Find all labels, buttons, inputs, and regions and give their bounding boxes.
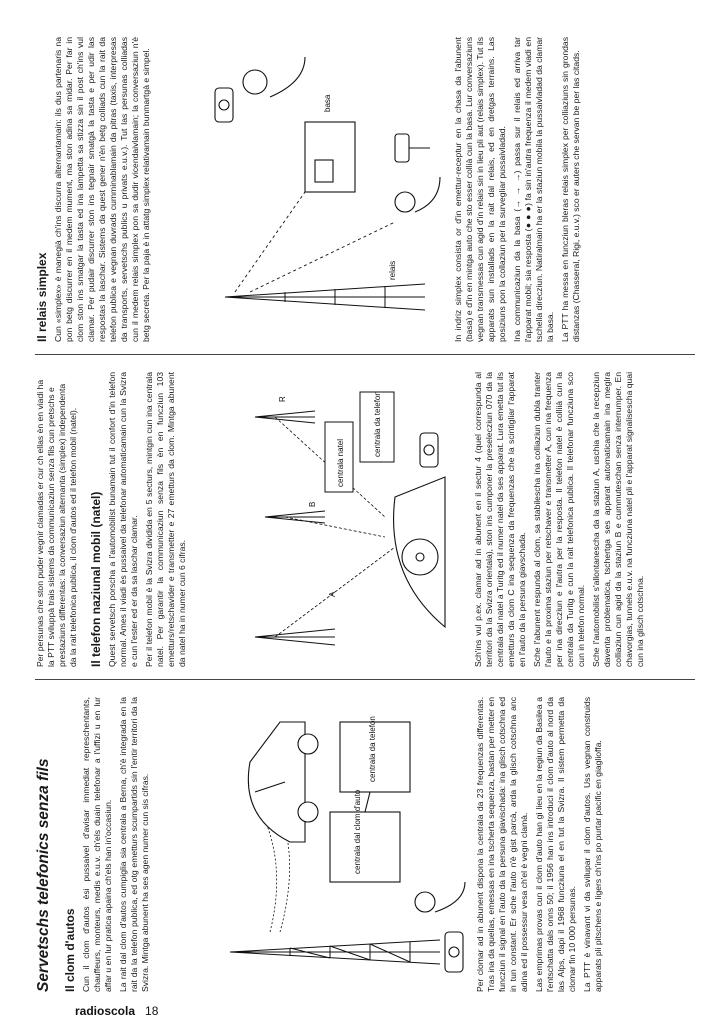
car-dashboard-icon [394,477,445,627]
radio-mast-icon [255,411,335,645]
column-car-call [35,697,695,992]
relay-mast-icon [225,284,425,310]
page-footer [75,1004,158,1018]
signal-arrows-icon [235,192,395,292]
natel-illustration [245,372,465,667]
label-car-central: centrala dal clom d'auto [353,789,362,874]
paragraph: La rait dal clom d'autos cumpiglia sia centrala a Berna, ch'è integrada en la rait da la telefon publica, ed otg emetturs scumpartids sin l'entir territori da la Svizra. Mintga abunent ha ses agen numer cun sis cifras. [118,697,150,992]
rotated-page [35,32,695,992]
paragraph: In indriz simplex consista or d'in emettur-receptur en la chasa da l'abunent (basa) e d'in en mintga auto che sto esser collià cun la basa. Lur conversaziuns vegnan transmessas cun agid d'in relais sin in lieu pli aut (relais simplex). Tut ils apparats sun installads en la rait dal relais, ed en dretgas terrains. Las posiziuns pon la collaziun per la survegliar pussaivladad. [453,37,507,342]
paragraph: Per clomar ad in abunent dispona la centrala da 23 frequenzas differentas. Tras ina da quellas, emessas en ina tscherta sequenza, bastan per metter en funcziun il signal en l'auto da la persuna giavischada: ina glisch cotschna ed in tun constant. Er sche l'auto n'è gist parcà, arda la glisch cotschna anc adina ed il possessur vesa ch'el è vegnì clamà. [475,697,529,992]
column-simplex [35,37,695,342]
page-title: Servetschs telefonics senza fils [35,758,52,992]
label-station-b: B [308,501,317,507]
car-call-illustration [210,697,470,992]
radio-microphone-icon [395,134,430,162]
section-heading-natel: Il telefon naziunal mobil (natel) [89,491,103,667]
telephone-icon [215,88,233,122]
paragraph: Cun «simplex» è manegià ch'ins discurra alternantamain: ils dus partenaris na pon betg discurrer en il medem mument, ma ston adina sa midar. Per far in clom ston ins smatgar la tasta ed ina lampetta sa stizza sin il post ch'ins vul clamar. Per pudair discurrer ston ins tegnair smatgà la tasta e per udir las respostas la laschar. Sistems da quest gener n'èn betg colliads cun la rait da telefon publica e vegnan duvrads cumminablamain da pitras (taxis, interpresas da transports, servetschs publics u privats e.u.v.). Tut las persunas colliadas cun il medem relais simplex pon sa dudir vicendaivlamain; la conversaziun n'è betg secreta. Per la paja è in attatg simplex relativamain bunmartgà e simpel. [53,37,151,342]
paragraph: Sche l'abunent respunda al clom, sa stabilescha ina colliaziun dubla tranter l'auto e la proxima staziun per retschaver e transmetter A, cun ina frequenza per ina direcziun e l'autra per la resposta. Il telefon natel è colliià cun la centrala da Turitg e cun la rait telefonica publica. Il telefonar funcziuna sco cun in telefon normal. [532,372,586,667]
paragraph: La PTT ha messa en funcziun bleras relais simplex per colliaziuns sin grondas distanzas (Chasseral, Rigi, e.u.v.) sco er auters che servan be per las citads. [560,37,581,342]
intro-text: Per persunas che ston puder vegnir clamadas er cur ch ellas èn en viadi ha la PTT sviluppà trais sistems da communicaziun senza fils cun pretschs e prestaziuns differentas: la conversaziun alternanta (simplex) independenta da la rait telefonica publica, il clom d'autos ed il telefon mobil (natel). [35,379,78,667]
label-natel-central: centrala natel [336,438,345,487]
paragraph: Per il telefon mobil è la Svizra dividida en 5 secturs, mintgin cun ina centrala natel. Per garantir la communicaziun senza fils èn en funcziun 103 emetturs/retschavider e transmetter e 27 emetturs da clom. Mintga abunent da natel ha in numer cun 6 cifras. [144,372,187,667]
footer-page-number: 18 [145,1004,159,1018]
car-icon [248,722,318,842]
label-phone-central: centrala da telefon [368,716,377,782]
simplex-diagram [195,37,445,342]
column-natel [35,372,695,667]
label-base: basa [323,94,332,112]
car-call-diagram [210,697,470,992]
footer-publication: radioscola [75,1004,136,1018]
paragraph: Las emprimas provas cun il clom d'auto han gì lieu en la regiun da Basilea a l'entschatta dals onns 50; il 1956 han ins introducì il clom d'auto al nord da las Alps, dapi il 1968 funcziuna el en tut la Svizra. Il sistem permetta da clomar fin 10 000 persunas. [534,697,577,992]
paragraph: Sch'ins vul p.ex. clamar ad in abunent en il sectur 4 (quel correspunda al territori da la Svizra orientala), ston ins cumponer la preselecziun 070 da la centrala dal natel a Turitg ed il numer natel da ses apparat. Lura emetta tut ils emetturs da clom C ina sequenza da frequenzas che la scintigliar l'apparat en l'auto da la persuna giavschada. [473,372,527,667]
car-call-lower-text [475,697,608,992]
simplex-illustration [195,37,445,342]
paragraph: Ina communicaziun da la basa (→ → →) passa sur il relais ed arriva tar l'apparat mobil; sia resposta (● ● ●) fa sin in'autra frequenza il medem viadi en tschella direcziun. Natiralmain ha er la staziun mobila la pussaivladad da clamar la basa. [512,37,555,342]
person-icon [415,882,465,912]
paragraph: La PTT è vinavant vi da svilupar il clom d'autos. Uss vegnan construids apparats pli pitschens e ligers ch'ins po purtar pacific en giaglioffa. [582,697,603,992]
telephone-icon [445,932,463,972]
natel-diagram [245,372,465,667]
paragraph: Quest servetsch porscha a l'automobilist bunamain tut il confort d'in telefon normal. Ames il viadi ès pussaivel da telefonar automaticamain cun la Svizra e cun l'ester ed er da sa laschar clamar. [107,372,139,667]
paragraph: Cun il clom d'autos èsi pussaivel d'avisar immediat represchentants, chauffeurs, monteurs, medis e.u.v. ch'els duain telefonar a l'uffizi u en lur affar u en lur pratica apaina ch'els han in'occasiun. [81,697,113,992]
natel-lower-text [473,372,650,667]
paragraph: Sche l'automobilist s'allontanescha da la staziun A, uschia che la recepziun daventa problematica, tschertga ses apparat automaticamain ina meglra colliaziun cun agid da la staziun B e cummuteschan senza interrumper. En chavorgias, tunnels e.u.v. na funcziuna natel pli e l'apparat signalisescha quai cun ina glisch cotschna. [591,372,645,667]
label-station-r: R [278,396,287,402]
section-heading-simplex: Il relais simplex [35,252,49,342]
simplex-lower-text [453,37,586,342]
label-phone-central: centrala da telefon [373,391,382,457]
column-divider [35,679,695,680]
label-relay: relais [388,260,397,280]
radio-mast-icon [230,940,440,964]
label-station-a: A [328,591,337,597]
telephone-icon [420,433,438,467]
column-divider [35,354,695,355]
section-heading-car-call: Il clom d'autos [63,908,77,992]
base-station-icon [305,122,355,192]
